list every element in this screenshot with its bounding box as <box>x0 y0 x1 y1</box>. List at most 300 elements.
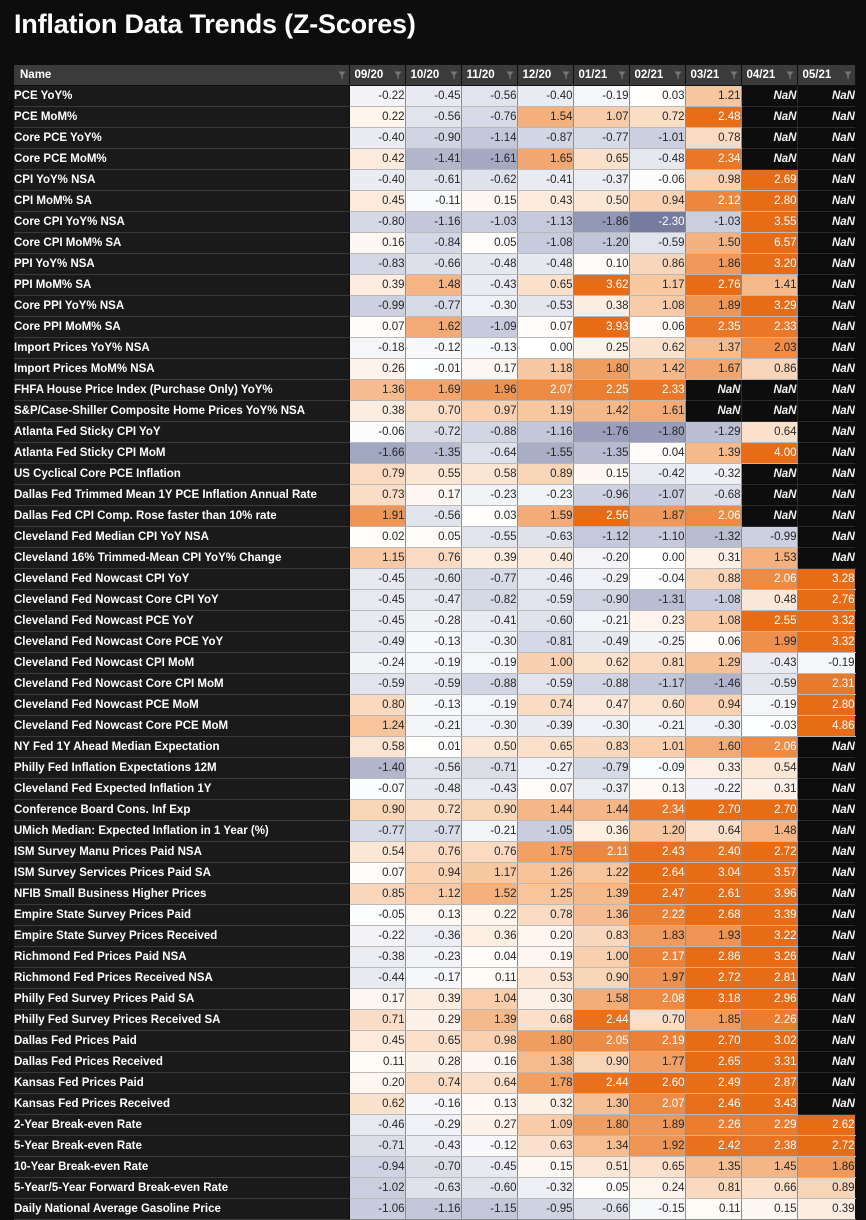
table-row[interactable] <box>14 1031 855 1052</box>
table-row[interactable] <box>14 590 855 611</box>
cell-value: 3.22 <box>741 926 797 947</box>
row-label: Core PPI YoY% NSA <box>14 296 349 317</box>
column-header-09-20[interactable] <box>349 65 405 86</box>
cell-value: -1.12 <box>573 527 629 548</box>
cell-missing: NaN <box>797 548 855 569</box>
table-row[interactable] <box>14 1073 855 1094</box>
cell-value: 0.00 <box>629 548 685 569</box>
table-row[interactable] <box>14 989 855 1010</box>
column-header-label: 03/21 <box>690 69 720 81</box>
row-label: Empire State Survey Prices Received <box>14 926 349 947</box>
cell-value: -1.16 <box>517 422 573 443</box>
table-row[interactable] <box>14 821 855 842</box>
cell-value: 3.02 <box>741 1031 797 1052</box>
row-label: Daily National Average Gasoline Price <box>14 1199 349 1220</box>
table-row[interactable] <box>14 1052 855 1073</box>
cell-value: 0.04 <box>461 947 517 968</box>
cell-value: 2.26 <box>685 1115 741 1136</box>
cell-value: 0.72 <box>405 800 461 821</box>
cell-value: 2.22 <box>629 905 685 926</box>
cell-value: 1.29 <box>685 653 741 674</box>
cell-value: -0.90 <box>573 590 629 611</box>
cell-value: -0.17 <box>405 968 461 989</box>
cell-value: 2.29 <box>741 1115 797 1136</box>
table-row[interactable] <box>14 884 855 905</box>
cell-value: 1.80 <box>517 1031 573 1052</box>
cell-value: 4.00 <box>741 443 797 464</box>
cell-value: 0.63 <box>517 1136 573 1157</box>
cell-missing: NaN <box>797 86 855 107</box>
cell-value: 1.44 <box>517 800 573 821</box>
cell-value: 1.69 <box>405 380 461 401</box>
table-row[interactable] <box>14 275 855 296</box>
cell-value: 0.33 <box>685 758 741 779</box>
filter-funnel-icon[interactable] <box>618 71 626 80</box>
table-row[interactable] <box>14 212 855 233</box>
table-row[interactable] <box>14 926 855 947</box>
table-row[interactable] <box>14 254 855 275</box>
cell-missing: NaN <box>741 149 797 170</box>
table-row[interactable] <box>14 170 855 191</box>
table-row[interactable] <box>14 422 855 443</box>
cell-value: 2.34 <box>685 149 741 170</box>
cell-value: -0.77 <box>461 569 517 590</box>
cell-value: -0.56 <box>405 758 461 779</box>
table-row[interactable] <box>14 695 855 716</box>
cell-value: -0.24 <box>349 653 405 674</box>
cell-value: 1.38 <box>517 1052 573 1073</box>
cell-value: 1.17 <box>461 863 517 884</box>
column-header-02-21[interactable] <box>629 65 685 86</box>
row-label: Richmond Fed Prices Paid NSA <box>14 947 349 968</box>
cell-value: 0.65 <box>629 1157 685 1178</box>
cell-missing: NaN <box>797 989 855 1010</box>
table-row[interactable] <box>14 149 855 170</box>
cell-value: 0.81 <box>685 1178 741 1199</box>
cell-value: 1.39 <box>685 443 741 464</box>
cell-value: 1.86 <box>685 254 741 275</box>
cell-value: -0.45 <box>461 1157 517 1178</box>
cell-value: -0.30 <box>573 716 629 737</box>
cell-value: 0.43 <box>517 191 573 212</box>
table-row[interactable] <box>14 632 855 653</box>
row-label: Core CPI MoM% SA <box>14 233 349 254</box>
cell-value: 0.85 <box>349 884 405 905</box>
table-row[interactable] <box>14 506 855 527</box>
cell-missing: NaN <box>741 380 797 401</box>
table-row[interactable] <box>14 611 855 632</box>
table-row[interactable] <box>14 968 855 989</box>
cell-value: 0.98 <box>685 170 741 191</box>
table-row[interactable] <box>14 737 855 758</box>
cell-value: -0.09 <box>629 758 685 779</box>
cell-value: 0.68 <box>517 1010 573 1031</box>
cell-value: 0.36 <box>461 926 517 947</box>
table-row[interactable] <box>14 758 855 779</box>
cell-missing: NaN <box>685 380 741 401</box>
column-header-03-21[interactable] <box>685 65 741 86</box>
cell-value: -0.99 <box>349 296 405 317</box>
cell-value: -0.60 <box>517 611 573 632</box>
cell-value: 2.44 <box>573 1010 629 1031</box>
cell-value: -0.48 <box>629 149 685 170</box>
table-row[interactable] <box>14 1157 855 1178</box>
cell-value: 1.91 <box>349 506 405 527</box>
cell-value: -0.79 <box>573 758 629 779</box>
cell-value: 0.22 <box>349 107 405 128</box>
cell-value: -0.25 <box>629 632 685 653</box>
cell-value: 1.00 <box>517 653 573 674</box>
cell-value: 0.11 <box>461 968 517 989</box>
table-row[interactable] <box>14 1010 855 1031</box>
row-label: 5-Year Break-even Rate <box>14 1136 349 1157</box>
cell-missing: NaN <box>741 485 797 506</box>
cell-value: 1.36 <box>349 380 405 401</box>
table-row[interactable] <box>14 1136 855 1157</box>
cell-value: 2.48 <box>685 107 741 128</box>
cell-value: -1.35 <box>405 443 461 464</box>
cell-value: 0.64 <box>461 1073 517 1094</box>
row-label: Cleveland Fed Nowcast Core CPI MoM <box>14 674 349 695</box>
cell-value: 1.36 <box>573 905 629 926</box>
cell-value: -0.66 <box>405 254 461 275</box>
cell-value: 3.04 <box>685 863 741 884</box>
cell-value: 2.06 <box>741 569 797 590</box>
cell-value: 0.94 <box>405 863 461 884</box>
cell-value: -1.20 <box>573 233 629 254</box>
cell-value: 1.59 <box>517 506 573 527</box>
cell-missing: NaN <box>797 1073 855 1094</box>
cell-missing: NaN <box>741 464 797 485</box>
cell-value: 2.86 <box>685 947 741 968</box>
cell-value: 0.90 <box>573 1052 629 1073</box>
row-label: Kansas Fed Prices Paid <box>14 1073 349 1094</box>
cell-value: -0.32 <box>685 464 741 485</box>
cell-value: 3.43 <box>741 1094 797 1115</box>
table-row[interactable] <box>14 548 855 569</box>
cell-value: -1.02 <box>349 1178 405 1199</box>
cell-value: 1.45 <box>741 1157 797 1178</box>
cell-value: -1.16 <box>405 212 461 233</box>
table-header <box>14 65 855 86</box>
cell-value: -0.43 <box>461 275 517 296</box>
cell-value: 1.07 <box>573 107 629 128</box>
cell-value: 1.60 <box>685 737 741 758</box>
table-row[interactable] <box>14 527 855 548</box>
row-label: Cleveland Fed Nowcast PCE YoY <box>14 611 349 632</box>
column-header-label: 09/20 <box>354 69 384 81</box>
cell-value: 0.90 <box>461 800 517 821</box>
cell-missing: NaN <box>797 128 855 149</box>
cell-value: -0.30 <box>461 716 517 737</box>
cell-value: -0.48 <box>517 254 573 275</box>
table-row[interactable] <box>14 233 855 254</box>
cell-value: -0.41 <box>517 170 573 191</box>
cell-value: 0.07 <box>517 779 573 800</box>
cell-value: -0.88 <box>573 674 629 695</box>
cell-missing: NaN <box>741 506 797 527</box>
table-row[interactable] <box>14 779 855 800</box>
cell-value: -1.09 <box>461 317 517 338</box>
table-row[interactable] <box>14 947 855 968</box>
table-row[interactable] <box>14 86 855 107</box>
header-row <box>14 65 855 86</box>
cell-missing: NaN <box>797 926 855 947</box>
table-row[interactable] <box>14 905 855 926</box>
filter-funnel-icon[interactable] <box>844 71 852 80</box>
table-row[interactable] <box>14 716 855 737</box>
filter-funnel-icon[interactable] <box>786 71 794 80</box>
filter-funnel-icon[interactable] <box>562 71 570 80</box>
cell-value: -0.77 <box>349 821 405 842</box>
cell-missing: NaN <box>797 149 855 170</box>
table-row[interactable] <box>14 1199 855 1220</box>
cell-value: 0.53 <box>517 968 573 989</box>
cell-value: 1.87 <box>629 506 685 527</box>
table-row[interactable] <box>14 401 855 422</box>
cell-value: 0.06 <box>629 317 685 338</box>
table-row[interactable] <box>14 863 855 884</box>
cell-value: 0.54 <box>741 758 797 779</box>
cell-value: 0.62 <box>629 338 685 359</box>
cell-value: -0.71 <box>349 1136 405 1157</box>
cell-value: -1.13 <box>517 212 573 233</box>
cell-value: 0.11 <box>349 1052 405 1073</box>
table-row[interactable] <box>14 674 855 695</box>
cell-value: 0.29 <box>405 1010 461 1031</box>
cell-value: 0.16 <box>349 233 405 254</box>
cell-value: 1.15 <box>349 548 405 569</box>
cell-value: 2.19 <box>629 1031 685 1052</box>
cell-value: -0.40 <box>349 170 405 191</box>
cell-value: 0.78 <box>685 128 741 149</box>
cell-value: -1.80 <box>629 422 685 443</box>
filter-funnel-icon[interactable] <box>338 71 346 80</box>
filter-funnel-icon[interactable] <box>450 71 458 80</box>
column-header-name[interactable] <box>14 65 349 86</box>
cell-value: 1.24 <box>349 716 405 737</box>
cell-missing: NaN <box>797 170 855 191</box>
cell-value: 2.80 <box>797 695 855 716</box>
cell-value: 2.38 <box>741 1136 797 1157</box>
table-row[interactable] <box>14 128 855 149</box>
cell-value: 1.21 <box>685 86 741 107</box>
row-label: Core PPI MoM% SA <box>14 317 349 338</box>
cell-value: 0.31 <box>685 548 741 569</box>
cell-value: 1.53 <box>741 548 797 569</box>
table-row[interactable] <box>14 464 855 485</box>
cell-value: 1.61 <box>629 401 685 422</box>
table-row[interactable] <box>14 443 855 464</box>
cell-value: 1.85 <box>685 1010 741 1031</box>
table-row[interactable] <box>14 359 855 380</box>
table-row[interactable] <box>14 380 855 401</box>
cell-value: 0.65 <box>517 737 573 758</box>
table-row[interactable] <box>14 317 855 338</box>
cell-value: 0.94 <box>629 191 685 212</box>
cell-missing: NaN <box>797 968 855 989</box>
cell-value: 2.96 <box>741 989 797 1010</box>
cell-value: 0.13 <box>405 905 461 926</box>
table-row[interactable] <box>14 842 855 863</box>
cell-value: -0.77 <box>405 296 461 317</box>
column-header-10-20[interactable] <box>405 65 461 86</box>
cell-value: 0.65 <box>405 1031 461 1052</box>
cell-value: 2.60 <box>629 1073 685 1094</box>
cell-value: 0.55 <box>405 464 461 485</box>
cell-value: -1.86 <box>573 212 629 233</box>
cell-value: 1.39 <box>573 884 629 905</box>
cell-value: 0.30 <box>517 989 573 1010</box>
cell-value: 0.47 <box>573 695 629 716</box>
cell-value: -0.53 <box>517 296 573 317</box>
row-label: Import Prices YoY% NSA <box>14 338 349 359</box>
cell-value: 0.80 <box>349 695 405 716</box>
cell-value: -0.44 <box>349 968 405 989</box>
cell-value: 1.44 <box>573 800 629 821</box>
cell-value: 1.97 <box>629 968 685 989</box>
row-label: Atlanta Fed Sticky CPI MoM <box>14 443 349 464</box>
cell-value: -0.48 <box>405 779 461 800</box>
cell-value: 0.81 <box>629 653 685 674</box>
cell-missing: NaN <box>797 800 855 821</box>
row-label: PPI YoY% NSA <box>14 254 349 275</box>
filter-funnel-icon[interactable] <box>506 71 514 80</box>
cell-value: 0.64 <box>741 422 797 443</box>
column-header-label: 10/20 <box>410 69 440 81</box>
cell-value: -0.13 <box>405 632 461 653</box>
row-label: Dallas Fed Trimmed Mean 1Y PCE Inflation Annual Rate <box>14 485 349 506</box>
column-header-label: 04/21 <box>746 69 776 81</box>
table-row[interactable] <box>14 1178 855 1199</box>
cell-value: 1.18 <box>517 359 573 380</box>
cell-value: 2.07 <box>517 380 573 401</box>
cell-missing: NaN <box>797 212 855 233</box>
table-row[interactable] <box>14 1094 855 1115</box>
table-row[interactable] <box>14 296 855 317</box>
cell-value: 0.10 <box>573 254 629 275</box>
table-row[interactable] <box>14 800 855 821</box>
cell-missing: NaN <box>797 842 855 863</box>
cell-value: -0.64 <box>461 443 517 464</box>
table-row[interactable] <box>14 107 855 128</box>
cell-value: 0.50 <box>573 191 629 212</box>
cell-missing: NaN <box>797 254 855 275</box>
cell-value: -0.12 <box>405 338 461 359</box>
cell-value: -0.11 <box>405 191 461 212</box>
column-header-01-21[interactable] <box>573 65 629 86</box>
filter-funnel-icon[interactable] <box>394 71 402 80</box>
cell-value: 1.22 <box>573 863 629 884</box>
cell-value: 0.42 <box>349 149 405 170</box>
cell-value: 0.00 <box>517 338 573 359</box>
cell-value: 0.88 <box>685 569 741 590</box>
table-row[interactable] <box>14 191 855 212</box>
cell-value: -1.29 <box>685 422 741 443</box>
cell-value: 0.19 <box>517 947 573 968</box>
cell-value: 0.66 <box>741 1178 797 1199</box>
cell-value: 1.01 <box>629 737 685 758</box>
page-title: Inflation Data Trends (Z-Scores) <box>14 9 416 39</box>
cell-value: -1.31 <box>629 590 685 611</box>
cell-value: -0.13 <box>405 695 461 716</box>
row-label: Philly Fed Inflation Expectations 12M <box>14 758 349 779</box>
cell-value: 0.07 <box>349 863 405 884</box>
cell-missing: NaN <box>797 1094 855 1115</box>
cell-value: 0.25 <box>573 338 629 359</box>
column-header-11-20[interactable] <box>461 65 517 86</box>
cell-value: -0.01 <box>405 359 461 380</box>
column-header-label: Name <box>20 69 52 81</box>
row-label: Conference Board Cons. Inf Exp <box>14 800 349 821</box>
column-header-12-20[interactable] <box>517 65 573 86</box>
row-label: CPI YoY% NSA <box>14 170 349 191</box>
cell-value: 1.48 <box>741 821 797 842</box>
table-row[interactable] <box>14 653 855 674</box>
cell-value: -1.32 <box>685 527 741 548</box>
cell-value: -0.80 <box>349 212 405 233</box>
cell-value: -0.47 <box>405 590 461 611</box>
cell-value: -0.77 <box>573 128 629 149</box>
cell-value: 0.48 <box>741 590 797 611</box>
cell-value: 1.41 <box>741 275 797 296</box>
cell-value: 2.70 <box>685 800 741 821</box>
cell-value: -0.19 <box>573 86 629 107</box>
cell-missing: NaN <box>797 863 855 884</box>
cell-value: -0.21 <box>573 611 629 632</box>
table-row[interactable] <box>14 1115 855 1136</box>
cell-value: 0.28 <box>405 1052 461 1073</box>
filter-funnel-icon[interactable] <box>730 71 738 80</box>
filter-funnel-icon[interactable] <box>674 71 682 80</box>
cell-value: -0.40 <box>349 128 405 149</box>
cell-value: 0.65 <box>517 275 573 296</box>
column-header-05-21[interactable] <box>797 65 855 86</box>
cell-missing: NaN <box>741 107 797 128</box>
cell-value: 1.42 <box>573 401 629 422</box>
cell-value: -0.71 <box>461 758 517 779</box>
cell-value: 2.87 <box>741 1073 797 1094</box>
table-row[interactable] <box>14 569 855 590</box>
cell-value: -0.87 <box>517 128 573 149</box>
cell-value: 2.64 <box>629 863 685 884</box>
cell-value: 0.89 <box>797 1178 855 1199</box>
cell-value: 0.17 <box>461 359 517 380</box>
cell-missing: NaN <box>797 527 855 548</box>
row-label: CPI MoM% SA <box>14 191 349 212</box>
cell-value: 0.45 <box>349 1031 405 1052</box>
cell-value: -0.56 <box>461 86 517 107</box>
cell-value: 0.39 <box>349 275 405 296</box>
cell-value: -0.59 <box>517 674 573 695</box>
cell-value: 2.33 <box>629 380 685 401</box>
cell-value: 1.25 <box>517 884 573 905</box>
table-row[interactable] <box>14 485 855 506</box>
cell-value: -0.32 <box>517 1178 573 1199</box>
cell-value: 0.07 <box>349 317 405 338</box>
row-label: S&P/Case-Shiller Composite Home Prices YoY% NSA <box>14 401 349 422</box>
column-header-04-21[interactable] <box>741 65 797 86</box>
cell-value: -1.05 <box>517 821 573 842</box>
cell-value: -0.45 <box>349 611 405 632</box>
row-label: Core CPI YoY% NSA <box>14 212 349 233</box>
row-label: Cleveland Fed Nowcast Core CPI YoY <box>14 590 349 611</box>
cell-missing: NaN <box>797 758 855 779</box>
table-row[interactable] <box>14 338 855 359</box>
cell-value: 1.08 <box>629 296 685 317</box>
cell-value: 1.34 <box>573 1136 629 1157</box>
cell-missing: NaN <box>741 128 797 149</box>
